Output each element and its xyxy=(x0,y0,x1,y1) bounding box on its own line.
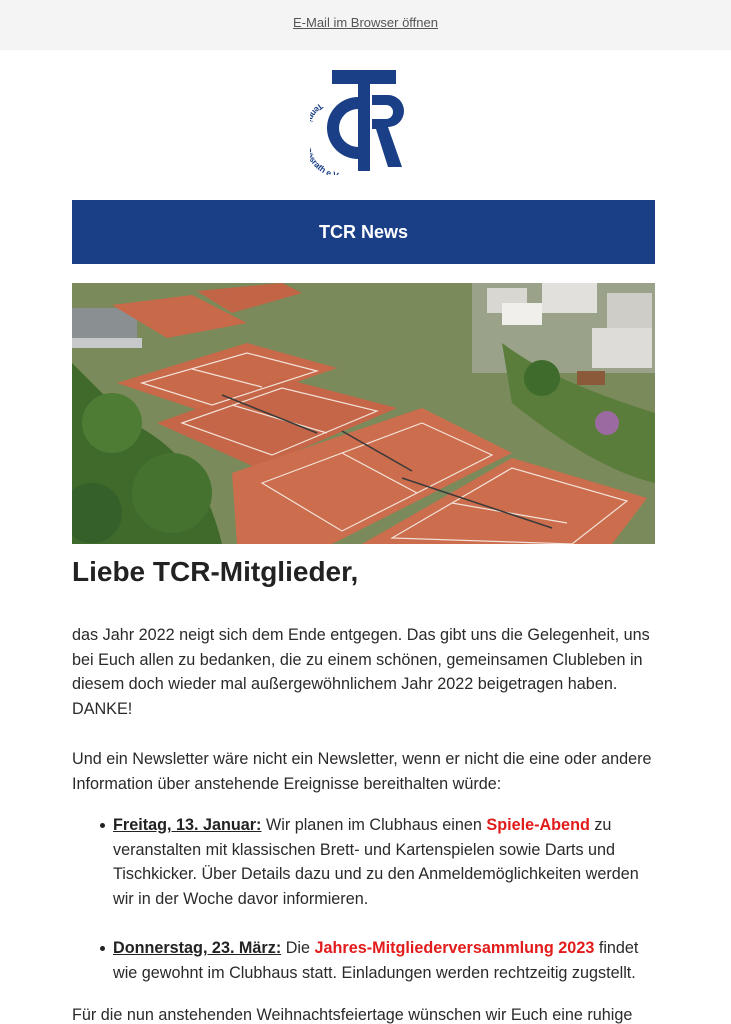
list-item xyxy=(72,936,655,985)
event-text-after: findet wie gewohnt im Clubhaus statt. Einladungen werden rechtzeitig zugstellt. xyxy=(113,939,639,982)
event-highlight: Spiele-Abend xyxy=(486,816,590,834)
event-text-before: Wir planen im Clubhaus einen xyxy=(261,816,487,834)
newsletter-note-paragraph: Und ein Newsletter wäre nicht ein Newsletter, wenn er nicht die eine oder andere Information über anstehende Ereignisse bereithalten würde: xyxy=(72,750,652,793)
hero-photo xyxy=(72,283,655,544)
event-highlight: Jahres-Mitgliederversammlung 2023 xyxy=(314,939,595,957)
closing-paragraph: Für die nun anstehenden Weihnachtsfeiertage wünschen wir Euch eine ruhige xyxy=(72,1006,633,1024)
intro-paragraph: das Jahr 2022 neigt sich dem Ende entgegen. Das gibt uns die Gelegenheit, uns bei Euch allen zu bedanken, die zu einem schönen, gemeinsamen Clubleben in diesem doch wieder mal außergewöhnlichem Jahr 2022 beigetragen haben. DANKE! xyxy=(72,626,650,718)
event-list xyxy=(72,813,655,985)
logo-arc-text: Te rath e.V xyxy=(310,101,339,175)
tennis-courts-aerial-image xyxy=(72,283,655,544)
top-bar xyxy=(0,0,731,50)
list-item xyxy=(72,813,655,911)
greeting-heading: Liebe TCR-Mitglieder, xyxy=(72,556,359,587)
event-date: Donnerstag, 23. März: xyxy=(113,939,282,957)
newsletter-banner xyxy=(72,200,655,264)
banner-title: TCR News xyxy=(318,222,408,242)
event-text-before: Die xyxy=(281,939,315,957)
tcr-logo[interactable] xyxy=(310,67,406,175)
event-text-after: zu veranstalten mit klassischen Brett- und Kartenspielen sowie Darts und Tischkicker. Über Details dazu und zu den Anmeldemöglichkeiten werden wir in der Woche davor informieren. xyxy=(113,816,639,908)
open-in-browser-link[interactable]: E-Mail im Browser öffnen xyxy=(293,15,438,30)
tcr-logo-graphic xyxy=(310,67,406,175)
event-date: Freitag, 13. Januar: xyxy=(113,816,262,834)
